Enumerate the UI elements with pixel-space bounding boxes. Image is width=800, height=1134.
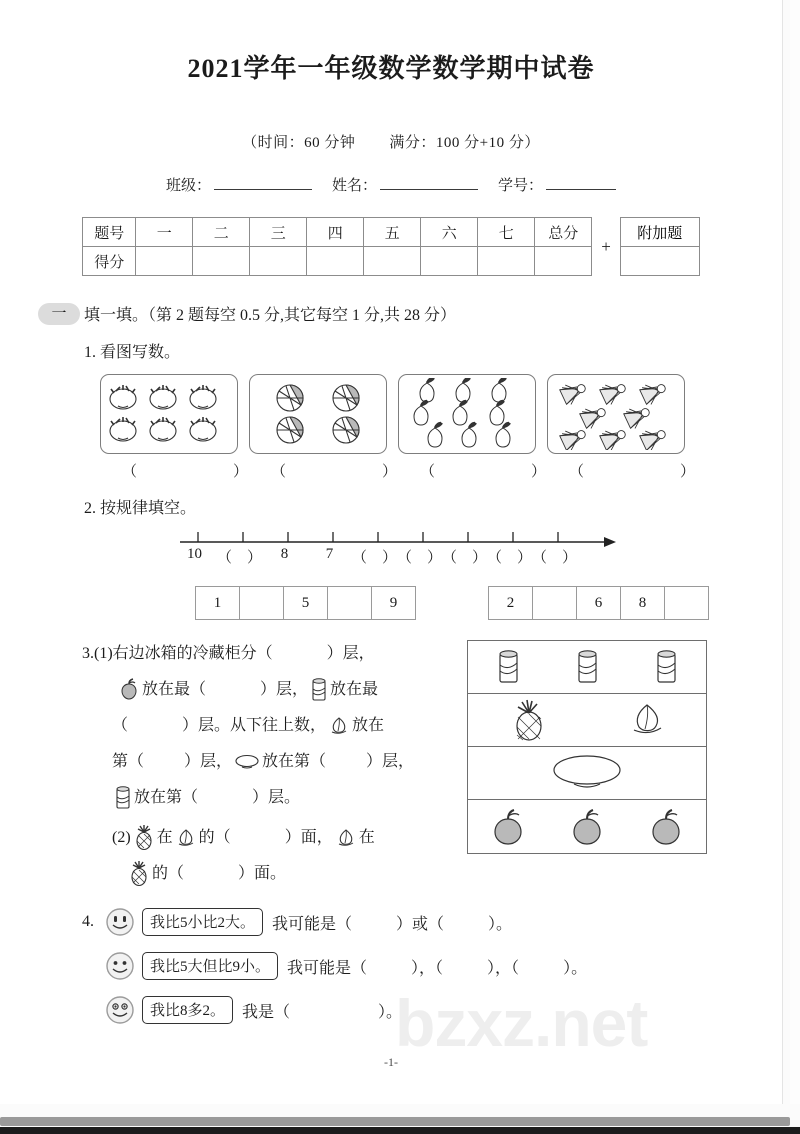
q2-number: 2. xyxy=(84,500,96,517)
score-col-7: 七 xyxy=(478,218,535,247)
table-row xyxy=(83,218,592,247)
tomato-group-icon xyxy=(105,379,233,449)
seq-a-0[interactable]: 1 xyxy=(196,587,240,620)
fridge-shelf-top xyxy=(468,641,706,694)
question-3 xyxy=(82,636,782,892)
q4-number: 4. xyxy=(82,913,94,930)
score-col-2: 二 xyxy=(193,218,250,247)
nl-0: 10 xyxy=(187,546,202,562)
q2-sequence-row xyxy=(195,586,782,620)
horizontal-scrollbar[interactable] xyxy=(0,1117,790,1126)
q1-item-1 xyxy=(100,374,271,481)
q4-row-2 xyxy=(82,950,782,982)
number-line-axis-icon xyxy=(180,526,620,548)
plate-icon xyxy=(542,753,632,793)
q3-part1-line3 xyxy=(82,708,467,744)
apple-icon xyxy=(568,807,606,847)
q4-tail-3 xyxy=(242,999,402,1022)
score-cell-5[interactable] xyxy=(364,247,421,276)
q2-number-line xyxy=(180,526,782,576)
q3-p2-t2b: ）面， xyxy=(284,829,333,846)
name-label: 姓名： xyxy=(331,178,377,194)
pineapple-icon xyxy=(132,825,156,851)
q1-item-4 xyxy=(547,374,718,481)
student-info-line xyxy=(0,174,782,195)
pear-box xyxy=(398,374,536,454)
studentid-label: 学号： xyxy=(498,178,544,194)
class-label: 班级： xyxy=(165,178,211,194)
viewer-bottom-bar xyxy=(0,1127,800,1134)
q3-p2-t1: 在 xyxy=(156,829,173,846)
q3-t2b: ）层， xyxy=(260,681,309,698)
seq-b-3[interactable]: 8 xyxy=(621,587,665,620)
q4-t3b[interactable]: ）。 xyxy=(378,1003,403,1021)
number-line-labels xyxy=(172,546,577,567)
score-table xyxy=(82,217,592,276)
q4-row-3 xyxy=(82,994,782,1026)
score-col-total: 总分 xyxy=(535,218,592,247)
shuttlecock-box xyxy=(547,374,685,454)
table-row xyxy=(489,587,709,620)
pineapple-icon xyxy=(505,697,551,743)
table-row xyxy=(196,587,416,620)
q1-answer-2[interactable]: （ ） xyxy=(271,464,420,480)
can-icon xyxy=(572,647,602,687)
watermark: bzxz.net xyxy=(395,986,648,1060)
q3-part1-line4 xyxy=(82,744,467,780)
seq-a-3[interactable] xyxy=(328,587,372,620)
plus-sign: + xyxy=(601,236,611,256)
q4-t2d[interactable]: ）。 xyxy=(563,959,588,977)
class-field[interactable] xyxy=(166,174,312,195)
q3-t1: 右边冰箱的冷藏柜分（ xyxy=(112,645,273,662)
q1-item-3 xyxy=(398,374,569,481)
score-cell-total[interactable] xyxy=(535,247,592,276)
table-row xyxy=(620,218,699,247)
nl-8[interactable]: （ ） xyxy=(532,550,578,566)
q3-t3: 放在最 xyxy=(330,681,379,698)
nl-2: 8 xyxy=(280,546,289,562)
q3-t8: 放在第（ xyxy=(134,789,199,806)
q4-t1a: 我可能是（ xyxy=(272,915,353,933)
sequence-table-b xyxy=(488,586,709,620)
q4-t2b[interactable]: ），（ xyxy=(411,959,444,977)
seq-b-0[interactable]: 2 xyxy=(489,587,533,620)
q4-tail-1 xyxy=(272,911,512,934)
name-blank[interactable] xyxy=(380,176,478,190)
q3-t7: 放在第（ xyxy=(262,753,327,770)
plate-icon xyxy=(233,753,261,771)
score-col-3: 三 xyxy=(250,218,307,247)
exam-meta xyxy=(0,131,782,152)
extra-score-cell[interactable] xyxy=(620,247,699,276)
apple-icon xyxy=(489,807,527,847)
q4-t1c[interactable]: ）。 xyxy=(488,915,513,933)
q4-t2c[interactable]: ），（ xyxy=(487,959,520,977)
apple-icon xyxy=(117,678,141,702)
q1-answer-1[interactable]: （ ） xyxy=(122,464,271,480)
q4-t3a: 我是（ xyxy=(242,1003,291,1021)
q1-answer-4[interactable]: （ ） xyxy=(569,464,718,480)
question-4 xyxy=(82,906,782,1026)
exam-time: （时间：60 分钟 xyxy=(242,135,356,151)
seq-a-1[interactable] xyxy=(240,587,284,620)
shuttlecock-group-icon xyxy=(552,378,680,450)
seq-b-4[interactable] xyxy=(665,587,709,620)
nl-5[interactable]: （ ） xyxy=(397,550,443,566)
peach-icon xyxy=(327,715,351,737)
q4-bubble-3: 我比8多2。 xyxy=(142,996,233,1024)
nl-3: 7 xyxy=(325,546,334,562)
score-cell-1[interactable] xyxy=(136,247,193,276)
can-icon xyxy=(493,647,523,687)
fridge-shelf-bottom xyxy=(468,800,706,853)
q4-tail-2 xyxy=(287,955,587,978)
exam-full-score: 满分：100 分+10 分） xyxy=(389,135,540,151)
q3-text-column xyxy=(82,636,467,892)
score-col-5: 五 xyxy=(364,218,421,247)
q3-part2-label: (2) xyxy=(112,829,131,846)
seq-a-4[interactable]: 9 xyxy=(372,587,416,620)
q3-p2-t4: 的（ xyxy=(152,865,185,882)
q4-t2a: 我可能是（ xyxy=(287,959,368,977)
studentid-blank[interactable] xyxy=(546,176,616,190)
score-cell-7[interactable] xyxy=(478,247,535,276)
table-row xyxy=(620,247,699,276)
nl-1[interactable]: （ ） xyxy=(217,550,263,566)
q3-part1-label: (1) xyxy=(94,645,113,662)
extra-label: 附加题 xyxy=(620,218,699,247)
table-row xyxy=(83,247,592,276)
q1-answer-3[interactable]: （ ） xyxy=(420,464,569,480)
q4-t1b[interactable]: ）或（ xyxy=(396,915,445,933)
question-2-prompt xyxy=(84,495,782,518)
q3-t6b: ）层， xyxy=(184,753,233,770)
q1-number: 1. xyxy=(84,344,96,361)
q3-t6: 第（ xyxy=(112,753,145,770)
q3-t4: （ xyxy=(112,717,129,734)
extra-score-table xyxy=(620,217,700,276)
name-field[interactable] xyxy=(332,174,478,195)
q1-item-2 xyxy=(249,374,420,481)
fridge-diagram xyxy=(467,640,707,854)
sequence-table-a xyxy=(195,586,416,620)
apple-icon xyxy=(647,807,685,847)
q3-part1-line5 xyxy=(82,780,467,816)
nl-4[interactable]: （ ） xyxy=(352,550,398,566)
q3-part2-line1 xyxy=(82,820,467,856)
fridge-shelf-third xyxy=(468,747,706,800)
q3-p2-t3: 在 xyxy=(358,829,375,846)
q4-bubble-1: 我比5小比2大。 xyxy=(142,908,263,936)
pineapple-icon xyxy=(127,861,151,887)
q3-t1b: ）层， xyxy=(326,645,375,662)
q3-t5: 放在 xyxy=(352,717,385,734)
page-number: -1- xyxy=(384,1055,398,1069)
score-col-1: 一 xyxy=(136,218,193,247)
peach-icon xyxy=(625,700,669,740)
score-table-area xyxy=(0,217,782,276)
score-cell-4[interactable] xyxy=(307,247,364,276)
section-badge: 一 xyxy=(38,303,80,325)
score-row-label-1: 题号 xyxy=(83,218,136,247)
q1-picture-row xyxy=(100,374,718,481)
score-row-label-2: 得分 xyxy=(83,247,136,276)
can-icon xyxy=(309,677,329,703)
q3-t7b: ）层， xyxy=(366,753,415,770)
q3-part1-line1 xyxy=(82,636,467,672)
q3-p2-t2: 的（ xyxy=(198,829,231,846)
q2-text: 按规律填空。 xyxy=(100,500,197,517)
q3-number: 3. xyxy=(82,645,94,662)
q3-part2-line2 xyxy=(82,856,467,892)
can-icon xyxy=(651,647,681,687)
seq-b-1[interactable] xyxy=(533,587,577,620)
fridge-shelf-second xyxy=(468,694,706,747)
seq-b-2[interactable]: 6 xyxy=(577,587,621,620)
score-cell-6[interactable] xyxy=(421,247,478,276)
q4-row-1 xyxy=(82,906,782,938)
pear-group-icon xyxy=(403,378,531,450)
seq-a-2[interactable]: 5 xyxy=(284,587,328,620)
q3-t8b: ）层。 xyxy=(252,789,301,806)
page-right-edge xyxy=(790,0,800,1104)
q3-part1-line2 xyxy=(82,672,467,708)
score-col-4: 四 xyxy=(307,218,364,247)
q3-p2-t4b: ）面。 xyxy=(238,865,287,882)
nl-6[interactable]: （ ） xyxy=(442,550,488,566)
nl-7[interactable]: （ ） xyxy=(487,550,533,566)
beach-ball-group-icon xyxy=(254,379,382,449)
score-col-6: 六 xyxy=(421,218,478,247)
peach-icon xyxy=(334,827,358,849)
smiley-face-icon xyxy=(104,950,136,982)
score-cell-2[interactable] xyxy=(193,247,250,276)
q3-t2: 放在最（ xyxy=(142,681,207,698)
class-blank[interactable] xyxy=(214,176,312,190)
q3-t4b: ）层。从下往上数， xyxy=(182,717,327,734)
smiley-face-icon xyxy=(104,906,136,938)
studentid-field[interactable] xyxy=(498,174,616,195)
page-title: 2021学年一年级数学数学期中试卷 xyxy=(187,54,595,83)
question-1-prompt xyxy=(84,339,782,362)
smiley-face-icon xyxy=(104,994,136,1026)
peach-icon xyxy=(174,827,198,849)
section-title: 填一填。（第 2 题每空 0.5 分,其它每空 1 分,共 28 分） xyxy=(84,307,457,324)
score-cell-3[interactable] xyxy=(250,247,307,276)
can-icon xyxy=(113,785,133,811)
tomato-box xyxy=(100,374,238,454)
q4-bubble-2: 我比5大但比9小。 xyxy=(142,952,278,980)
q1-text: 看图写数。 xyxy=(100,344,181,361)
ball-box xyxy=(249,374,387,454)
section-heading xyxy=(38,302,782,325)
